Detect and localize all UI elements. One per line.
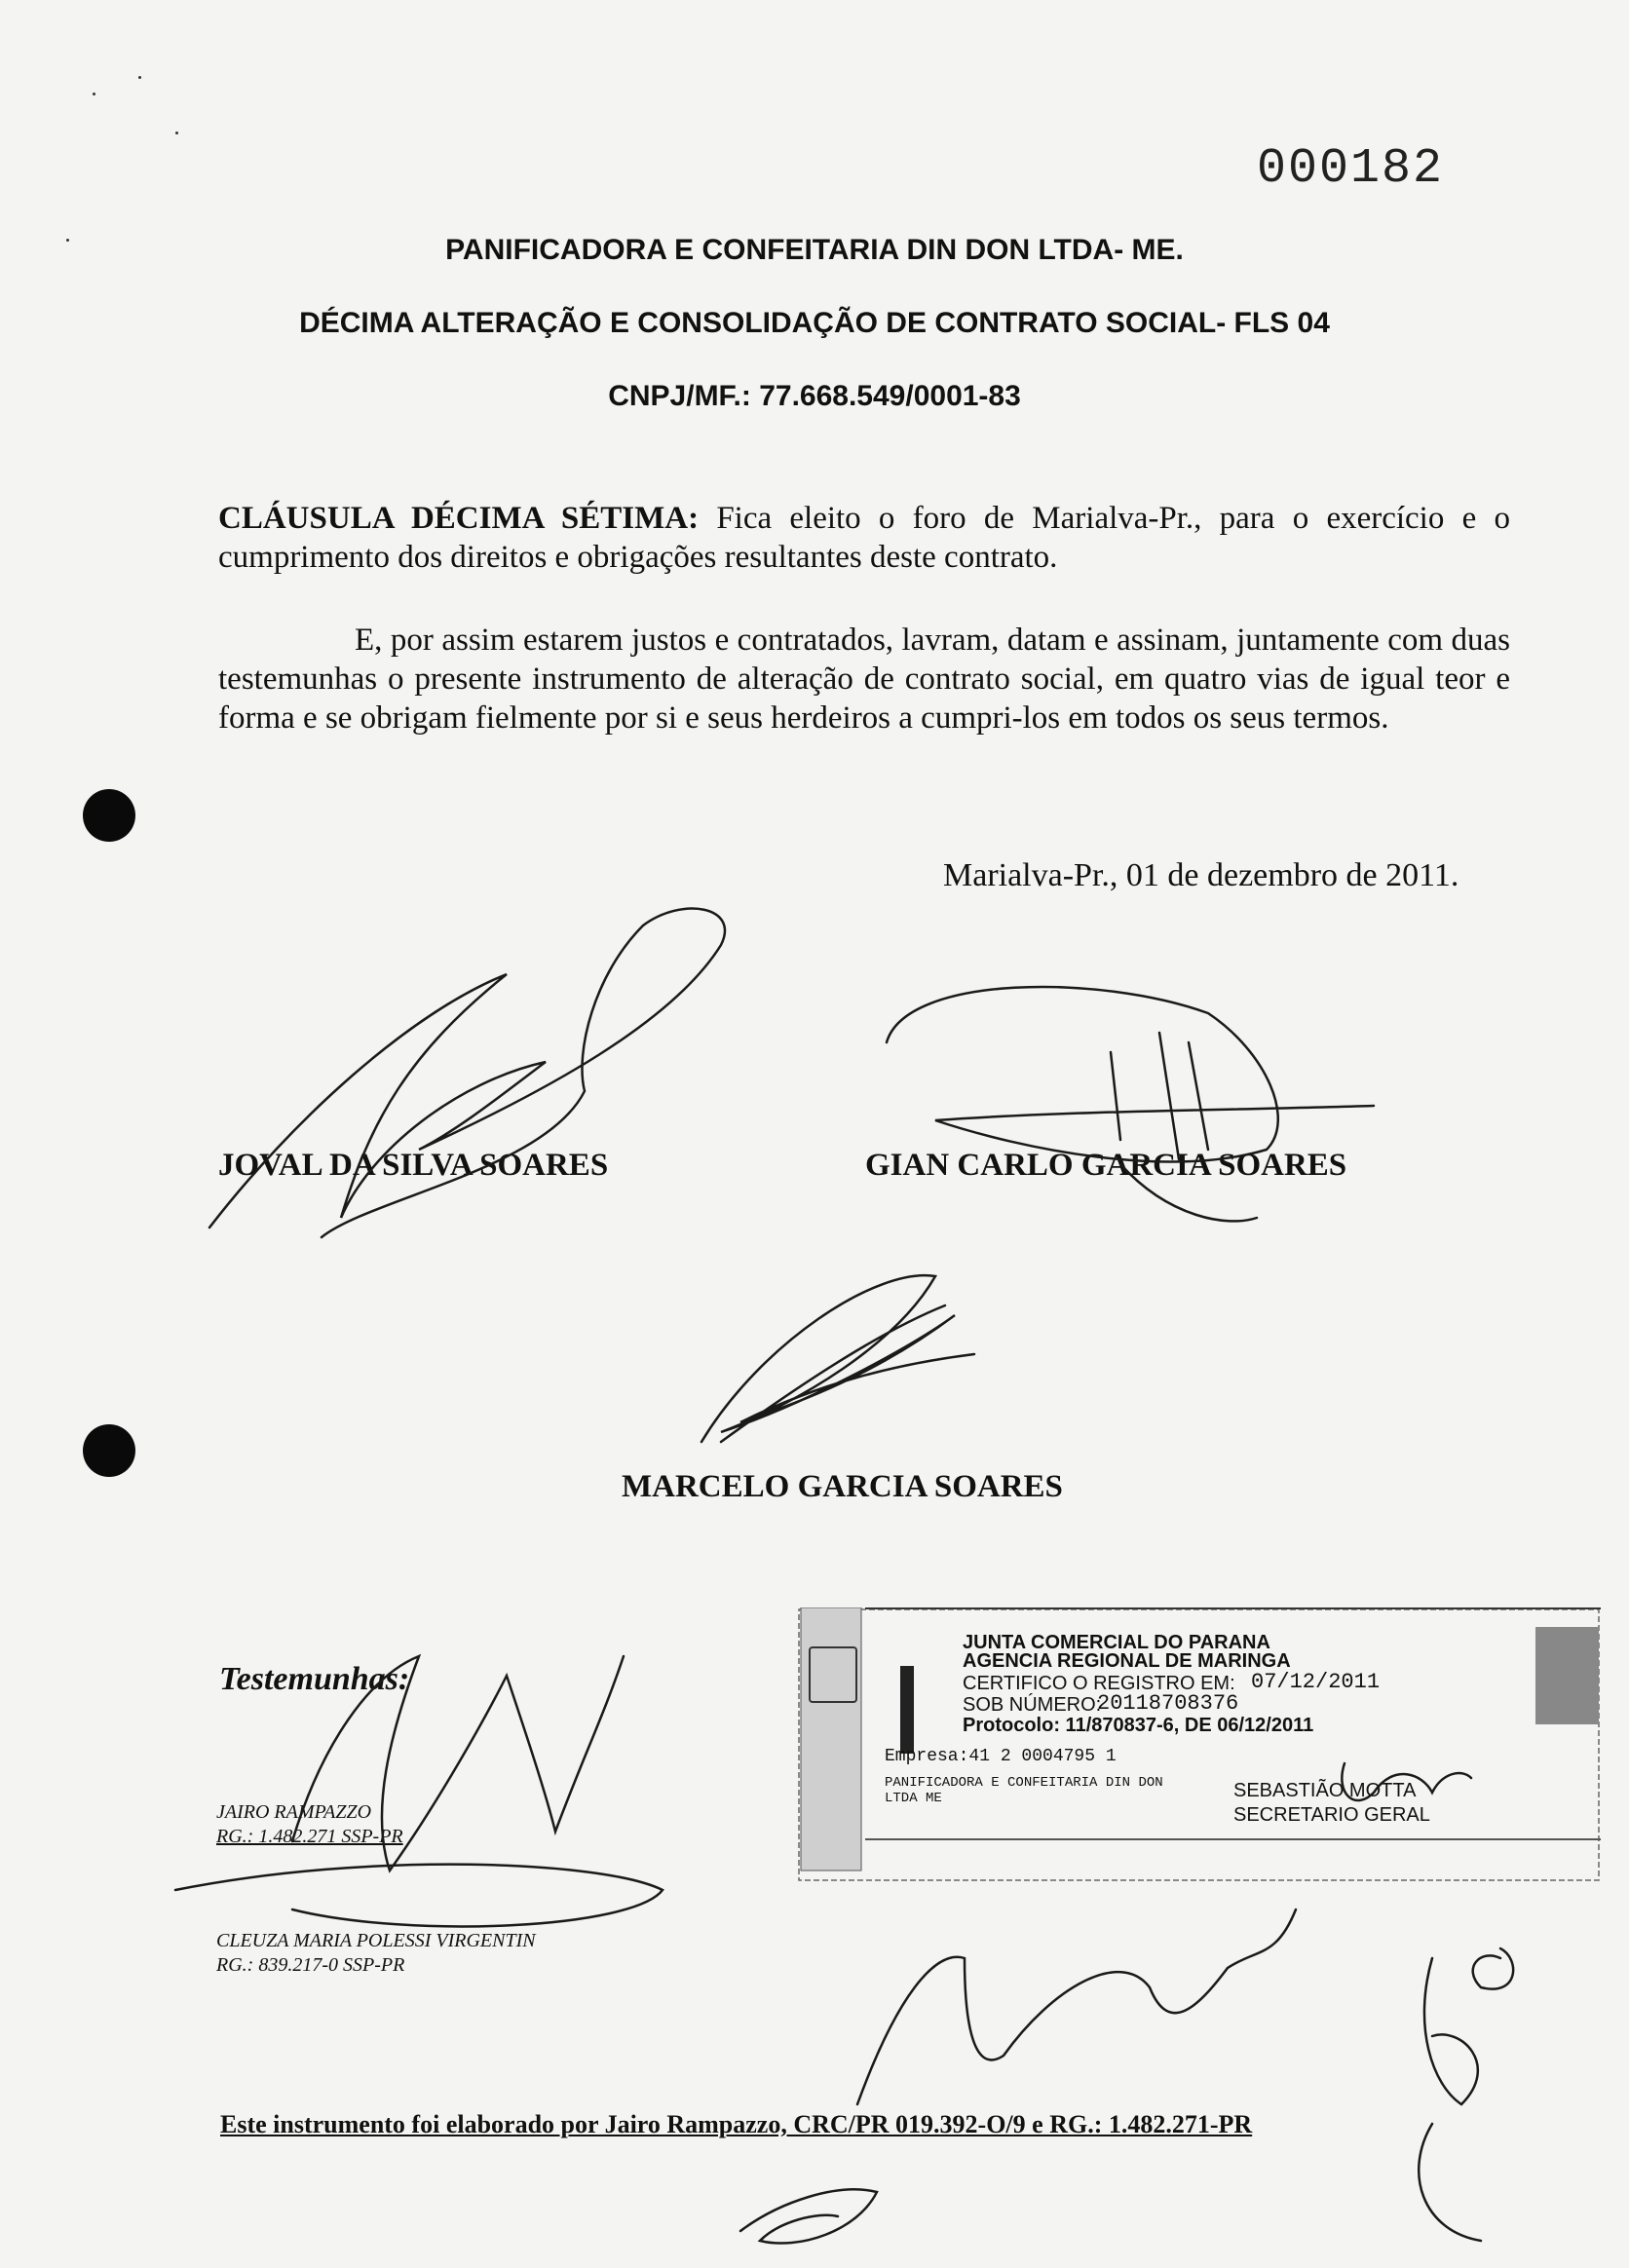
signatory-name: GIAN CARLO GARCIA SOARES [865, 1148, 1347, 1183]
signature-gian [887, 987, 1374, 1221]
stamp-empresa-name: LTDA ME [885, 1791, 942, 1806]
stamp-signer-name: SEBASTIÃO MOTTA [1233, 1780, 1417, 1801]
scan-speck [138, 76, 141, 79]
stamp-signer-role: SECRETARIO GERAL [1233, 1804, 1430, 1826]
document-title: DÉCIMA ALTERAÇÃO E CONSOLIDAÇÃO DE CONTRATO SOCIAL- FLS 04 [299, 307, 1330, 339]
stamp-protocolo: Protocolo: 11/870837-6, DE 06/12/2011 [963, 1715, 1314, 1736]
punch-hole [83, 1424, 135, 1477]
stamp-sob-label: SOB NÚMERO: [963, 1694, 1102, 1716]
stamp-barcode-icon [900, 1666, 914, 1754]
signature-witness-2 [857, 1909, 1296, 2104]
clause-text: Fica eleito o foro de Marialva-Pr., para o exercício e o cumprimento dos direitos e obrigações resultantes deste contrato. [218, 501, 1510, 575]
stamp-line: AGENCIA REGIONAL DE MARINGA [963, 1650, 1291, 1672]
registration-stamp [797, 1607, 1601, 1882]
witnesses-title: Testemunhas: [219, 1661, 410, 1697]
stamp-cert-label: CERTIFICO O REGISTRO EM: [963, 1673, 1235, 1694]
clause-paragraph [218, 499, 1510, 577]
clause-title: CLÁUSULA DÉCIMA SÉTIMA: [218, 501, 700, 536]
witness-name: JAIRO RAMPAZZO [216, 1801, 372, 1823]
closing-paragraph: E, por assim estarem justos e contratados, lavram, datam e assinam, juntamente com duas testemunhas o presente instrumento de alteração de contrato social, em quatro vias de igual teor e forma e se obrigam fielmente por si e seus herdeiros a cumpri-los em todos os seus termos. [218, 623, 1510, 736]
stamp-cert-date: 07/12/2011 [1251, 1670, 1381, 1694]
coat-of-arms-icon [809, 1646, 857, 1703]
signatory-name: JOVAL DA SILVA SOARES [218, 1148, 609, 1183]
scan-speck [93, 93, 95, 95]
company-header: PANIFICADORA E CONFEITARIA DIN DON LTDA- ME. [445, 234, 1184, 266]
witness-rg: RG.: 839.217-0 SSP-PR [216, 1954, 405, 1976]
scan-speck [175, 132, 178, 134]
initials-mark [740, 2189, 877, 2243]
signature-marcelo [701, 1275, 974, 1442]
date-line: Marialva-Pr., 01 de dezembro de 2011. [943, 857, 1459, 893]
stamp-line: JUNTA COMERCIAL DO PARANA [963, 1632, 1270, 1653]
witness-rg: RG.: 1.482.271 SSP-PR [216, 1826, 403, 1847]
initials-mark [1419, 1948, 1513, 2241]
cnpj-line: CNPJ/MF.: 77.668.549/0001-83 [608, 380, 1021, 412]
signature-joval [209, 909, 725, 1237]
page-number: 000182 [1257, 141, 1445, 197]
punch-hole [83, 789, 135, 842]
stamp-empresa: Empresa:41 2 0004795 1 [885, 1747, 1117, 1766]
signatory-name: MARCELO GARCIA SOARES [622, 1469, 1063, 1504]
witness-name: CLEUZA MARIA POLESSI VIRGENTIN [216, 1930, 536, 1951]
stamp-empresa-name: PANIFICADORA E CONFEITARIA DIN DON [885, 1775, 1163, 1791]
footer-note: Este instrumento foi elaborado por Jairo Rampazzo, CRC/PR 019.392-O/9 e RG.: 1.482.271-PR [220, 2110, 1253, 2138]
stamp-sob-number: 20118708376 [1097, 1691, 1239, 1716]
